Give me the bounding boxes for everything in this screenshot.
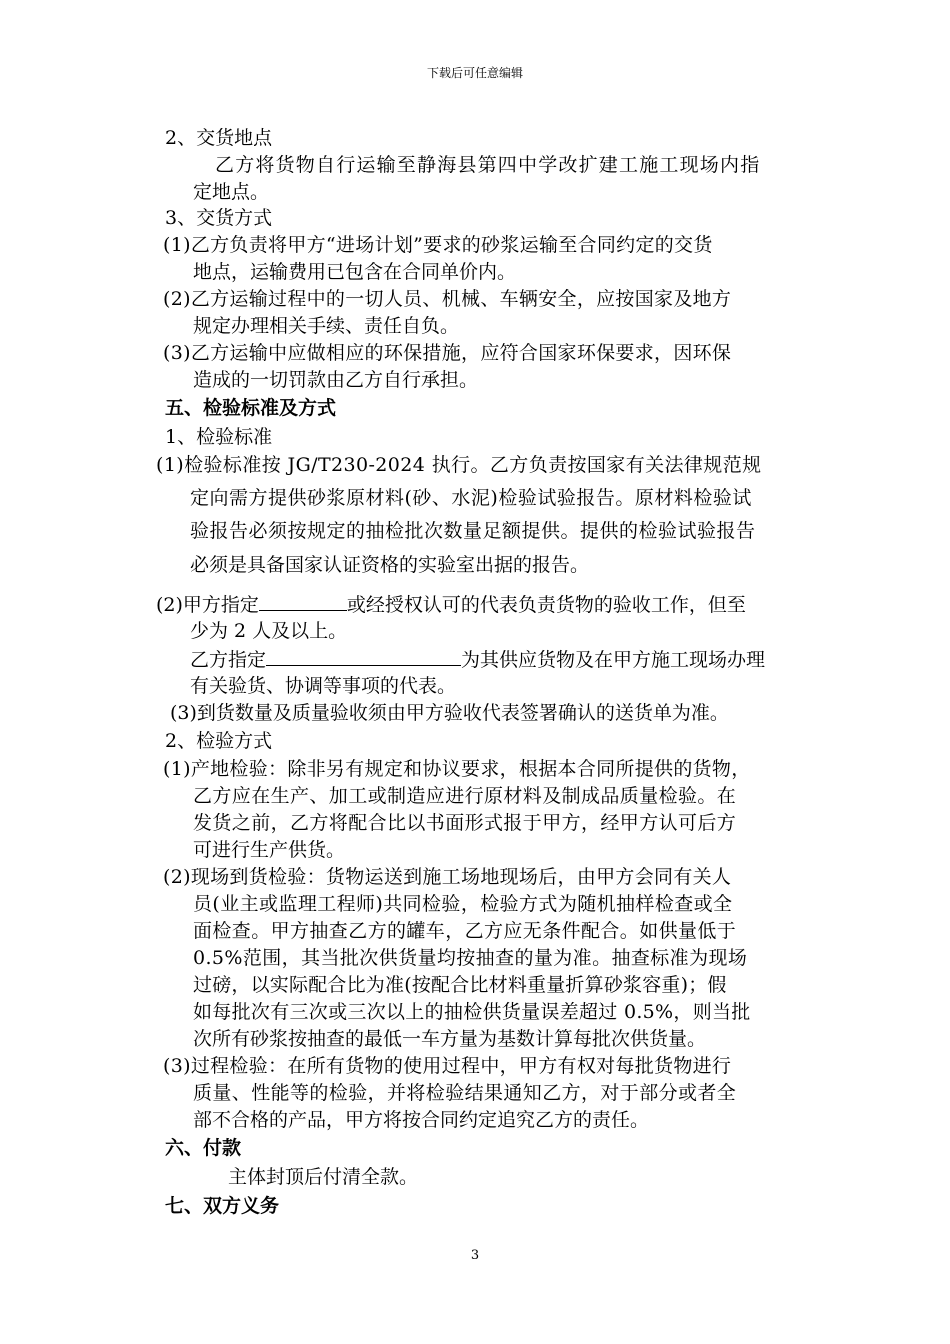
text-line: 地点，运输费用已包含在合同单价内。: [193, 261, 517, 283]
text-line: 如每批次有三次或三次以上的抽检供货量误差超过 0.5%，则当批: [193, 1001, 751, 1023]
text-line: (3)过程检验：在所有货物的使用过程中，甲方有权对每批货物进行: [163, 1055, 732, 1077]
section-heading: 七、双方义务: [165, 1195, 280, 1217]
text-line: 部不合格的产品，甲方将按合同约定追究乙方的责任。: [193, 1109, 650, 1131]
text-line: 发货之前，乙方将配合比以书面形式报于甲方，经甲方认可后方: [193, 812, 737, 834]
text-line: 员(业主或监理工程师)共同检验，检验方式为随机抽样检查或全: [193, 893, 733, 915]
text-line: 乙方应在生产、加工或制造应进行原材料及制成品质量检验。在: [193, 785, 737, 807]
signature-blank[interactable]: [259, 592, 347, 611]
text-line: 验报告必须按规定的抽检批次数量足额提供。提供的检验试验报告: [190, 520, 756, 542]
text-line: 3、交货方式: [165, 207, 273, 229]
text-line: 定地点。: [193, 181, 270, 203]
text-line: 规定办理相关手续、责任自负。: [193, 315, 460, 337]
text-line: 造成的一切罚款由乙方自行承担。: [193, 369, 479, 391]
text-line: (3)到货数量及质量验收须由甲方验收代表签署确认的送货单为准。: [170, 702, 729, 724]
page-header: 下载后可任意编辑: [426, 66, 523, 80]
text-segment: 为其供应货物及在甲方施工现场办理: [461, 649, 766, 671]
text-line: (1)检验标准按 JG/T230-2024 执行。乙方负责按国家有关法律规范规: [156, 454, 762, 476]
text-line: (1)乙方负责将甲方“进场计划”要求的砂浆运输至合同约定的交货: [163, 234, 713, 256]
text-line: (2)乙方运输过程中的一切人员、机械、车辆安全，应按国家及地方: [163, 288, 732, 310]
text-line: (1)产地检验：除非另有规定和协议要求，根据本合同所提供的货物，: [163, 758, 751, 780]
section-heading: 五、检验标准及方式: [165, 397, 337, 419]
text-segment: (2)甲方指定: [156, 594, 259, 616]
page-number: 3: [470, 1248, 480, 1263]
text-line: 0.5%范围，其当批次供货量均按抽查的量为准。抽查标准为现场: [193, 947, 748, 969]
text-line: 有关验货、协调等事项的代表。: [190, 675, 457, 697]
text-line: 质量、性能等的检验，并将检验结果通知乙方，对于部分或者全: [193, 1082, 737, 1104]
text-line: 必须是具备国家认证资格的实验室出据的报告。: [190, 554, 590, 576]
section-heading: 六、付款: [165, 1137, 242, 1159]
text-line: 2、检验方式: [165, 730, 273, 752]
signature-blank[interactable]: [266, 647, 461, 666]
text-line: 定向需方提供砂浆原材料(砂、水泥)检验试验报告。原材料检验试: [190, 487, 752, 509]
text-segment: 乙方指定: [190, 649, 267, 671]
text-line: 2、交货地点: [165, 127, 273, 149]
text-line: 过磅，以实际配合比为准(按配合比材料重量折算砂浆容重)；假: [193, 974, 727, 996]
text-line: 面检查。甲方抽查乙方的罐车，乙方应无条件配合。如供量低于: [193, 920, 737, 942]
text-line: 次所有砂浆按抽查的最低一车方量为基数计算每批次供货量。: [193, 1028, 707, 1050]
text-segment: 或经授权认可的代表负责货物的验收工作，但至: [346, 594, 746, 616]
text-line: (3)乙方运输中应做相应的环保措施，应符合国家环保要求，因环保: [163, 342, 732, 364]
text-line: 1、检验标准: [165, 426, 273, 448]
text-line: 乙方将货物自行运输至静海县第四中学改扩建工施工现场内指: [215, 154, 761, 176]
text-line: 少为 2 人及以上。: [190, 620, 348, 642]
text-line: 可进行生产供货。: [193, 839, 346, 861]
text-line: 主体封顶后付清全款。: [228, 1166, 419, 1188]
text-line: (2)现场到货检验：货物运送到施工场地现场后，由甲方会同有关人: [163, 866, 732, 888]
